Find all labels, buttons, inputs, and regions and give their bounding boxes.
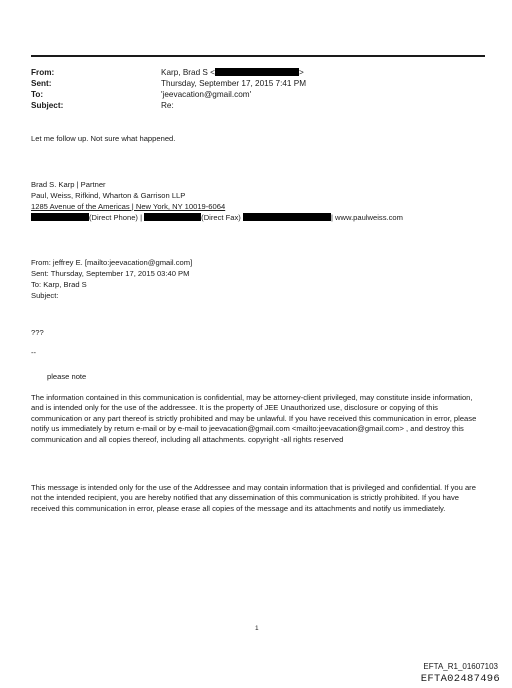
redaction-block	[243, 213, 331, 221]
subject-label: Subject:	[31, 101, 64, 110]
signature-firm: Paul, Weiss, Rifkind, Wharton & Garrison LLP	[31, 191, 186, 200]
signature-name: Brad S. Karp | Partner	[31, 180, 106, 189]
signature-address: 1285 Avenue of the Americas | New York, NY 10019-6064	[31, 202, 226, 211]
signature-contact-row	[31, 213, 403, 223]
quoted-body: ???	[31, 328, 44, 337]
redaction-block	[215, 68, 299, 76]
from-label: From:	[31, 68, 55, 77]
disclaimer-paragraph-1: The information contained in this communication is confidential, may be attorney-client privileged, may constitute inside information, and is intended only for the use of the addressee. It is the property of JEE Unauthorized use, disclosure or copying of this communication or any part thereof is strictly prohibited and may be unlawful. If you have received this communication in error, please notify us immediately by return e-mail or by e-mail to jeevacation@gmail.com <mailto:jeevacation@gmail.com> , and destroy this communication and all copies thereof, including all attachments. copyright -all rights reserved	[31, 393, 477, 444]
direct-fax-label: (Direct Fax)	[201, 213, 241, 222]
quoted-to: To: Karp, Brad S	[31, 280, 87, 289]
page-number: 1	[255, 625, 259, 632]
redaction-block	[31, 213, 89, 221]
direct-phone-label: (Direct Phone) |	[89, 213, 143, 222]
website-link[interactable]: | www.paulweiss.com	[330, 213, 403, 222]
from-value: Karp, Brad S < >	[161, 68, 304, 77]
quoted-sent: Sent: Thursday, September 17, 2015 03:40 PM	[31, 269, 190, 278]
bates-number-large: EFTA02487496	[420, 673, 500, 685]
to-value: 'jeevacation@gmail.com'	[161, 90, 252, 99]
to-label: To:	[31, 90, 44, 99]
sent-value: Thursday, September 17, 2015 7:41 PM	[161, 79, 307, 88]
quoted-separator: --	[31, 348, 37, 357]
bates-number-small: EFTA_R1_01607103	[423, 662, 498, 671]
redaction-block	[144, 213, 201, 221]
sent-label: Sent:	[31, 79, 52, 88]
disclaimer-paragraph-2: This message is intended only for the use of the Addressee and may contain information that is privileged and confidential. If you are not the intended recipient, you are hereby notified that any dissemination of this communication is strictly prohibited. If you have received this communication in error, please erase all copies of the message and its attachments and notify us immediately.	[31, 483, 476, 513]
message-body: Let me follow up. Not sure what happened.	[31, 134, 176, 143]
please-note: please note	[47, 372, 87, 381]
subject-value: Re:	[161, 101, 174, 110]
quoted-from: From: jeffrey E. [mailto:jeevacation@gmail.com]	[31, 258, 193, 267]
header-rule	[31, 55, 485, 57]
quoted-subject: Subject:	[31, 291, 59, 300]
